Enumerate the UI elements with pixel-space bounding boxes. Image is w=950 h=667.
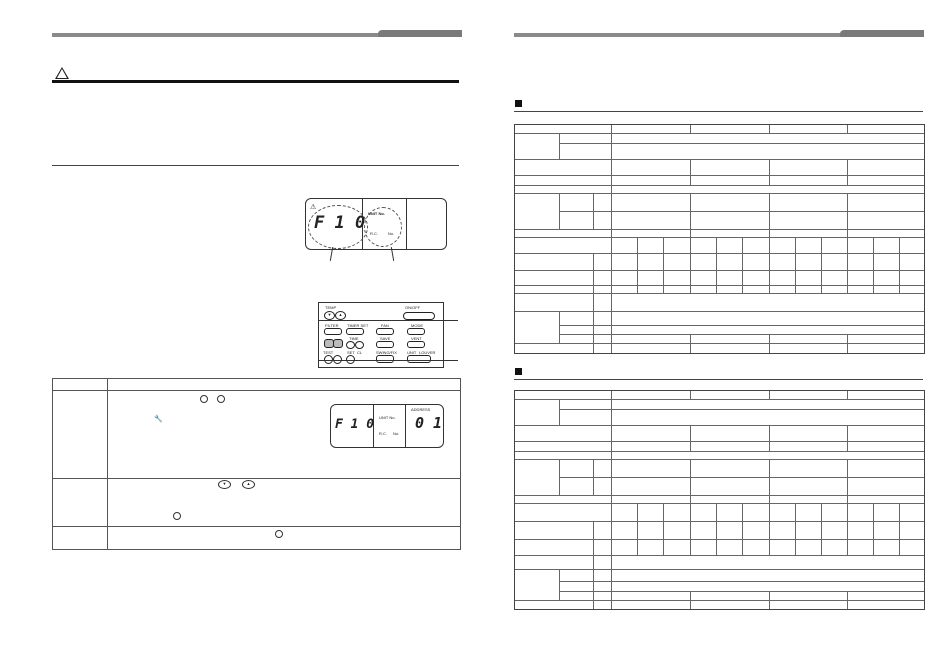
fan-button[interactable] xyxy=(376,328,394,335)
lcd2-divider-2 xyxy=(405,405,406,447)
t2-col xyxy=(742,503,743,555)
t2-col xyxy=(637,503,638,555)
t1-col xyxy=(847,125,848,133)
t2-col xyxy=(821,503,822,555)
btn-label-time: TIME xyxy=(349,336,359,341)
warning-rule xyxy=(52,80,459,83)
t1-row xyxy=(515,185,924,186)
t1-col xyxy=(690,125,691,133)
lcd2-unit-label: UNIT No. xyxy=(379,415,396,420)
btn-label-set: SET xyxy=(347,350,355,355)
t2-col xyxy=(795,503,796,555)
t1-col xyxy=(795,237,796,293)
t2-row xyxy=(515,521,924,522)
lcd-warning-icon: ⚠ xyxy=(310,204,317,211)
t1-row xyxy=(515,133,924,134)
t1-row xyxy=(515,229,924,230)
lcd2-address-label: ADDRESS xyxy=(411,407,431,412)
t1-col xyxy=(847,334,848,353)
t1-col xyxy=(769,125,770,133)
t1-row xyxy=(559,211,924,212)
t2-row xyxy=(515,459,924,460)
t2-row xyxy=(515,539,924,540)
t2-col xyxy=(873,503,874,555)
t1-row xyxy=(515,237,924,238)
t1-col xyxy=(769,334,770,353)
procedure-row-3 xyxy=(53,526,460,527)
t2-row xyxy=(515,600,924,601)
t1-row xyxy=(559,334,924,335)
t2-col xyxy=(690,459,691,555)
t1-col xyxy=(690,334,691,353)
spec-table-1 xyxy=(514,124,925,354)
t2-row xyxy=(559,409,924,410)
timer-set-button[interactable] xyxy=(346,328,364,335)
t1-row xyxy=(559,143,924,144)
t2-col xyxy=(769,459,770,555)
t2-row xyxy=(515,503,924,504)
t2-row xyxy=(559,477,924,478)
t1-col xyxy=(742,237,743,293)
t2-col xyxy=(690,391,691,399)
t1-col xyxy=(716,237,717,293)
section-1-rule xyxy=(514,111,923,112)
t2-row xyxy=(515,451,924,452)
t1-col xyxy=(690,159,691,185)
t1-col xyxy=(821,237,822,293)
lcd2-address-value: 0 1 xyxy=(415,414,443,432)
t2-col xyxy=(559,399,560,425)
remote-callout-bottom xyxy=(318,360,458,361)
t2-col xyxy=(769,425,770,451)
btn-label-save: SAVE xyxy=(380,336,391,341)
save-button[interactable] xyxy=(376,341,394,348)
t2-col xyxy=(769,591,770,609)
lcd-rc-label: R.C. xyxy=(370,231,378,236)
t2-col xyxy=(663,503,664,555)
btn-label-filter: FILTER xyxy=(325,323,339,328)
t2-col xyxy=(611,391,612,609)
step1-test-icon xyxy=(217,395,225,403)
filter-button[interactable] xyxy=(324,328,342,335)
t1-row xyxy=(559,325,924,326)
procedure-row-1 xyxy=(53,390,460,391)
t1-col xyxy=(663,237,664,293)
unit-louver-button[interactable] xyxy=(407,355,431,363)
t2-col xyxy=(559,459,560,495)
onoff-label: ON/OFF xyxy=(405,305,421,310)
t1-row xyxy=(515,311,924,312)
t1-col xyxy=(559,311,560,343)
right-header-bar xyxy=(514,33,924,37)
t1-col xyxy=(847,193,848,293)
t2-col xyxy=(593,521,594,609)
step1-set-icon xyxy=(200,395,208,403)
t1-row xyxy=(515,159,924,160)
t1-row xyxy=(515,343,924,344)
btn-label-vent: VENT xyxy=(411,336,422,341)
t2-row xyxy=(515,441,924,442)
t2-row xyxy=(559,591,924,592)
t2-col xyxy=(690,425,691,451)
section-1-square-icon xyxy=(515,100,522,107)
t2-col xyxy=(899,503,900,555)
t1-col xyxy=(593,253,594,353)
section-divider xyxy=(52,165,459,166)
btn-label-mode: MODE xyxy=(411,323,423,328)
remote-callout-top xyxy=(318,320,458,321)
lcd-divider-2 xyxy=(406,199,407,249)
remote-controller xyxy=(318,302,444,368)
t1-row xyxy=(515,193,924,194)
t1-col xyxy=(690,193,691,293)
t2-col xyxy=(690,591,691,609)
t2-row xyxy=(515,425,924,426)
time-up-button[interactable] xyxy=(355,341,364,349)
btn-label-fan: FAN xyxy=(381,323,389,328)
t1-col xyxy=(873,237,874,293)
section-2-rule xyxy=(514,379,923,380)
t2-col xyxy=(847,425,848,451)
lcd2-no-label: No. xyxy=(393,431,400,436)
step2-up-icon: ▲ xyxy=(242,480,255,489)
t1-col xyxy=(769,159,770,185)
t2-col xyxy=(769,391,770,399)
btn-label-swing: SWING/FIX xyxy=(376,350,397,355)
onoff-button[interactable] xyxy=(403,312,435,320)
t2-row xyxy=(515,399,924,400)
btn-label-test: TEST xyxy=(323,350,334,355)
t1-row xyxy=(515,175,924,176)
t1-col xyxy=(847,159,848,185)
section-2-square-icon xyxy=(515,368,522,375)
t1-col xyxy=(899,237,900,293)
t2-col xyxy=(847,391,848,399)
step3-test-icon xyxy=(275,530,283,538)
t1-col xyxy=(559,133,560,159)
btn-label-unit: UNIT xyxy=(407,350,417,355)
step2-down-icon: ▼ xyxy=(218,480,231,489)
t2-row xyxy=(515,569,924,570)
t1-row xyxy=(515,270,924,271)
lcd2-check-code: F 1 0 xyxy=(335,417,375,432)
procedure-col-divider xyxy=(107,379,108,549)
dashed-oval-right xyxy=(364,207,402,247)
swing-button[interactable] xyxy=(376,355,394,363)
lcd-unit-label: UNIT No. xyxy=(368,211,385,216)
check-button-2[interactable] xyxy=(333,339,343,348)
lcd-check-code: F 1 0 xyxy=(314,213,366,233)
lcd-no-label: No. xyxy=(388,231,395,236)
left-header-bar xyxy=(52,33,462,37)
warning-icon xyxy=(55,67,69,79)
lcd-display-address xyxy=(330,404,444,448)
lcd2-rc-label: R.C. xyxy=(379,431,387,436)
t1-row xyxy=(515,253,924,254)
spec-table-2 xyxy=(514,390,925,610)
t1-col xyxy=(593,193,594,229)
t2-col xyxy=(716,503,717,555)
btn-label-cl: CL xyxy=(357,350,363,355)
mode-button[interactable] xyxy=(407,328,425,335)
temp-down-button[interactable]: ▼ xyxy=(324,311,335,320)
btn-label-timer: TIMER SET xyxy=(347,323,369,328)
btn-label-louver: LOUVER xyxy=(419,350,436,355)
step2-timer-icon xyxy=(173,512,181,520)
temp-label: TEMP xyxy=(325,305,337,310)
t2-col xyxy=(847,459,848,555)
t1-col xyxy=(559,193,560,229)
time-down-button[interactable] xyxy=(346,341,355,349)
t1-col xyxy=(769,193,770,293)
lcd-display-check-code xyxy=(305,198,447,250)
t1-col xyxy=(637,237,638,293)
temp-up-button[interactable]: ▲ xyxy=(335,311,346,320)
wrench-icon: 🔧 xyxy=(154,416,163,423)
t2-col xyxy=(847,591,848,609)
t1-row xyxy=(515,293,924,294)
t2-row xyxy=(515,495,924,496)
t2-col xyxy=(593,459,594,495)
t2-col xyxy=(559,569,560,600)
dashed-oval-left xyxy=(308,205,368,249)
vent-button[interactable] xyxy=(407,341,425,348)
t1-row xyxy=(515,285,924,286)
t1-col xyxy=(611,125,612,353)
t2-row xyxy=(559,581,924,582)
t2-row xyxy=(515,555,924,556)
procedure-row-2 xyxy=(53,478,460,479)
